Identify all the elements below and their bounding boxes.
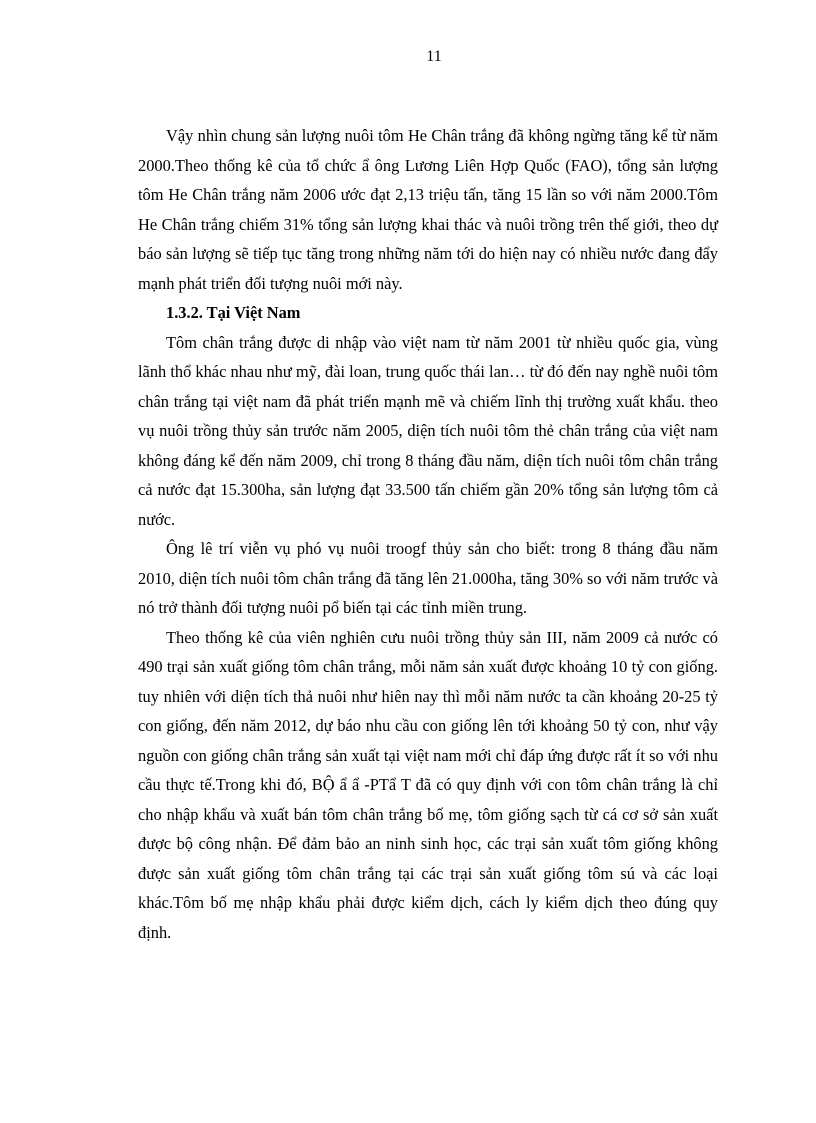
paragraph-official-statement: Ông lê trí viễn vụ phó vụ nuôi troogf thủy sản cho biết: trong 8 tháng đầu năm 2010, diện tích nuôi tôm chân trắng đã tăng lên 21.000ha, tăng 30% so với năm trước và nó trở thành đối tượng nuôi pổ biến tại các tỉnh miền trung.	[138, 539, 718, 617]
paragraph-vietnam-introduction: Tôm chân trắng được di nhập vào việt nam từ năm 2001 từ nhiều quốc gia, vùng lãnh thổ khác nhau như mỹ, đài loan, trung quốc thái lan… từ đó đến nay nghề nuôi tôm chân trắng tại việt nam đã phát triển mạnh mẽ và chiếm lĩnh thị trường xuất khẩu. theo vụ nuôi trồng thủy sản trước năm 2005, diện tích nuôi tôm thẻ chân trắng của việt nam không đáng kể đến năm 2009, chỉ trong 8 tháng đầu năm, diện tích nuôi tôm chân trắng cả nước đạt 15.300ha, sản lượng đạt 33.500 tấn chiếm gần 20% tổng sản lượng tôm cả nước.	[138, 332, 718, 529]
paragraph-shrimp-production-overview: Vậy nhìn chung sản lượng nuôi tôm He Chân trắng đã không ngừng tăng kể từ năm 2000.Theo thống kê của tổ chức ẩ ông Lương Liên Hợp Quốc (FAO), tổng sản lượng tôm He Chân trắng năm 2006 ước đạt 2,13 triệu tấn, tăng 15 lần so với năm 2000.Tôm He Chân trắng chiếm 31% tổng sản lượng khai thác và nuôi trồng trên thế giới, theo dự báo sản lượng sẽ tiếp tục tăng trong những năm tới do hiện nay có nhiều nước đang đẩy mạnh phát triển đối tượng nuôi mới này.	[138, 126, 718, 293]
page-content	[138, 121, 718, 947]
page-number: 11	[426, 48, 442, 65]
section-heading-vietnam: 1.3.2. Tại Việt Nam	[166, 303, 301, 322]
paragraph-seed-production: Theo thống kê của viên nghiên cưu nuôi trồng thủy sản III, năm 2009 cả nước có 490 trại sản xuất giống tôm chân trắng, mỗi năm sản xuất được khoảng 10 tỷ con giống. tuy nhiên với diện tích thả nuôi như hiên nay thì mỗi năm nước ta cần khoảng 20-25 tỷ con giống, đến năm 2012, dự báo nhu cầu con giống lên tới khoảng 50 tỷ con, như vậy nguồn con giống chân trắng sản xuất tại việt nam mới chỉ đáp ứng được rất ít so với nhu cầu thực tế.Trong khi đó, BỘ ẩ ẩ -PTẩ T đã có quy định với con tôm chân trắng là chỉ cho nhập khẩu và xuất bán tôm chân trắng bố mẹ, tôm giống sạch từ cá cơ sở sản xuất được bộ công nhận. Để đảm bảo an ninh sinh học, các trại sản xuất tôm giống không được sản xuất giống tôm chân trắng tại các trại sản xuất giống tôm sú và các loại khác.Tôm bố mẹ nhập khẩu phải được kiểm dịch, cách ly kiểm dịch theo đúng quy định.	[138, 627, 718, 942]
